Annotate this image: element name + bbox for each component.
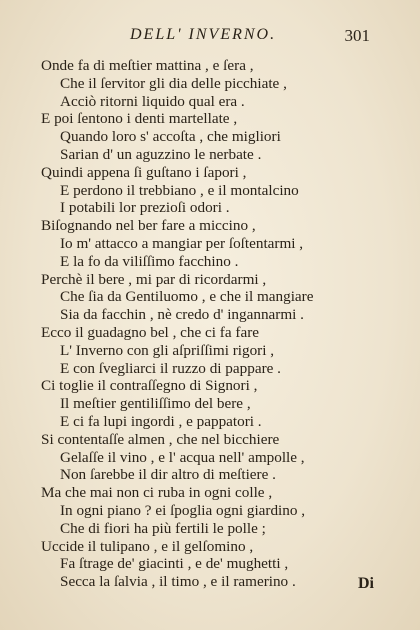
poem-line: Onde fa di meſtier mattina , e ſera , — [41, 57, 254, 74]
poem-line: Secca la ſalvia , il timo , e il ramerino . — [60, 573, 296, 591]
poem-line: Ci toglie il contraſſegno di Signori , — [41, 377, 258, 395]
poem-line: L' Inverno con gli aſpriſſimi rigori , — [60, 341, 275, 359]
poem-line: In ogni piano ? ei ſpoglia ogni giardino , — [60, 501, 306, 519]
poem-line: I potabili lor prezioſi odori . — [60, 199, 230, 217]
page-number: 301 — [344, 26, 370, 45]
poem-line: Che ſia da Gentiluomo , e che il mangiare — [60, 288, 314, 306]
poem-line: E la fo da viliſſimo facchino . — [60, 252, 239, 270]
poem-line: Gelaſſe il vino , e l' acqua nell' ampolle , — [60, 448, 305, 466]
page-header — [0, 24, 420, 50]
poem-line: Il meſtier gentiliſſimo del bere , — [60, 395, 251, 413]
poem-line: Ma che mai non ci ruba in ogni colle , — [41, 484, 273, 502]
poem-line: E ci fa lupi ingordi , e pappatori . — [60, 412, 262, 430]
poem-line: Non ſarebbe il dir altro di meſtiere . — [60, 466, 276, 484]
poem-line: Biſognando nel ber fare a miccino , — [41, 217, 256, 235]
poem-line: Quindi appena ſi guſtano i ſapori , — [41, 163, 247, 181]
poem-line: Sarian d' un aguzzino le nerbate . — [60, 145, 262, 163]
poem-text — [41, 57, 371, 591]
poem-line: Acciò ritorni liquido qual era . — [60, 92, 245, 110]
poem-line: E con ſvegliarci il ruzzo di pappare . — [60, 359, 281, 377]
poem-line: Quando loro s' accoſta , che migliori — [60, 128, 281, 146]
poem-line: E perdono il trebbiano , e il montalcino — [60, 181, 299, 199]
poem-line: Ecco il guadagno bel , che ci fa fare — [41, 323, 259, 341]
running-head: DELL' INVERNO. — [130, 26, 277, 43]
poem-line: Che di fiori ha più fertili le polle ; — [60, 519, 266, 537]
poem-line: Che il ſervitor gli dia delle picchiate , — [60, 74, 287, 92]
poem-line: Si contentaſſe almen , che nel bicchiere — [41, 430, 280, 448]
poem-line: Io m' attacco a mangiar per ſoſtentarmi , — [60, 234, 304, 252]
poem-line: E poi ſentono i denti martellate , — [41, 110, 238, 128]
catchword: Di — [358, 575, 374, 592]
poem-line: Sia da facchin , nè credo d' ingannarmi . — [60, 306, 304, 324]
poem-line: Fa ſtrage de' giacinti , e de' mughetti , — [60, 555, 289, 573]
poem-line: Uccide il tulipano , e il gelſomino , — [41, 537, 254, 555]
poem-line: Perchè il bere , mi par di ricordarmi , — [41, 270, 267, 288]
